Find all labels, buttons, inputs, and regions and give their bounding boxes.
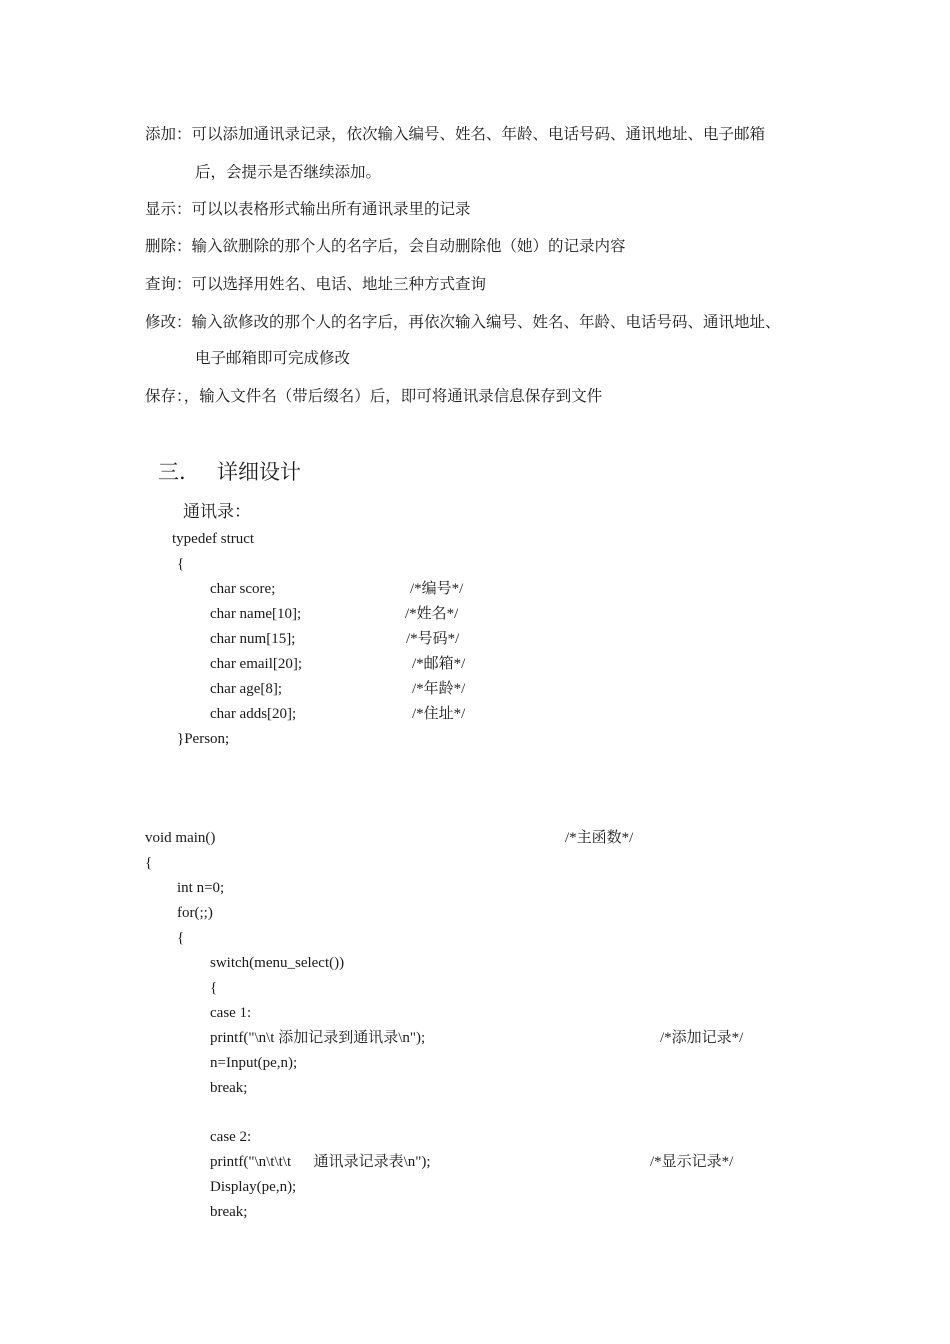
feature-query: 查询：可以选择用姓名、电话、地址三种方式查询: [145, 275, 487, 293]
code-line: printf("\n\t 添加记录到通讯录\n");: [210, 1030, 426, 1046]
code-line: char adds[20];: [210, 706, 297, 722]
feature-modify-cont: 电子邮箱即可完成修改: [195, 349, 351, 367]
section-title: 详细设计: [217, 460, 301, 484]
code-comment: /*添加记录*/: [660, 1030, 744, 1046]
code-comment: /*年龄*/: [412, 681, 466, 697]
code-line: {: [145, 855, 153, 871]
code-line: }Person;: [177, 731, 230, 747]
code-line: typedef struct: [172, 531, 255, 547]
code-comment: /*邮箱*/: [412, 656, 466, 672]
code-line: case 2:: [210, 1129, 252, 1145]
code-comment: /*姓名*/: [405, 606, 459, 622]
code-line: {: [177, 930, 185, 946]
code-line: switch(menu_select()): [210, 955, 345, 971]
code-line: char score;: [210, 581, 276, 597]
code-comment: /*显示记录*/: [650, 1154, 734, 1170]
code-line: for(;;): [177, 905, 213, 921]
feature-display: 显示：可以以表格形式输出所有通讯录里的记录: [145, 200, 471, 218]
feature-add-cont: 后，会提示是否继续添加。: [195, 163, 382, 181]
code-line: break;: [210, 1080, 248, 1096]
section-subtitle: 通讯录：: [183, 502, 251, 522]
code-line: char age[8];: [210, 681, 283, 697]
code-line: char name[10];: [210, 606, 302, 622]
code-comment: /*号码*/: [406, 631, 460, 647]
feature-delete: 删除：输入欲删除的那个人的名字后，会自动删除他（她）的记录内容: [145, 237, 626, 255]
code-comment: /*编号*/: [410, 581, 464, 597]
feature-save: 保存：，输入文件名（带后缀名）后，即可将通讯录信息保存到文件: [145, 387, 603, 405]
code-comment: /*住址*/: [412, 706, 466, 722]
code-line: printf("\n\t\t\t 通讯录记录表\n");: [210, 1154, 431, 1170]
code-comment: /*主函数*/: [565, 830, 634, 846]
code-line: {: [210, 980, 218, 996]
section-number: 三.: [158, 460, 186, 484]
code-line: Display(pe,n);: [210, 1179, 297, 1195]
code-line: char email[20];: [210, 656, 303, 672]
code-line: char num[15];: [210, 631, 296, 647]
code-line: break;: [210, 1204, 248, 1220]
code-line: n=Input(pe,n);: [210, 1055, 298, 1071]
feature-modify: 修改：输入欲修改的那个人的名字后，再依次输入编号、姓名、年龄、电话号码、通讯地址、: [145, 313, 781, 331]
code-line: case 1:: [210, 1005, 252, 1021]
code-line: {: [177, 556, 185, 572]
feature-add: 添加：可以添加通讯录记录，依次输入编号、姓名、年龄、电话号码、通讯地址、电子邮箱: [145, 125, 766, 143]
code-line: int n=0;: [177, 880, 225, 896]
code-line: void main(): [145, 830, 216, 846]
